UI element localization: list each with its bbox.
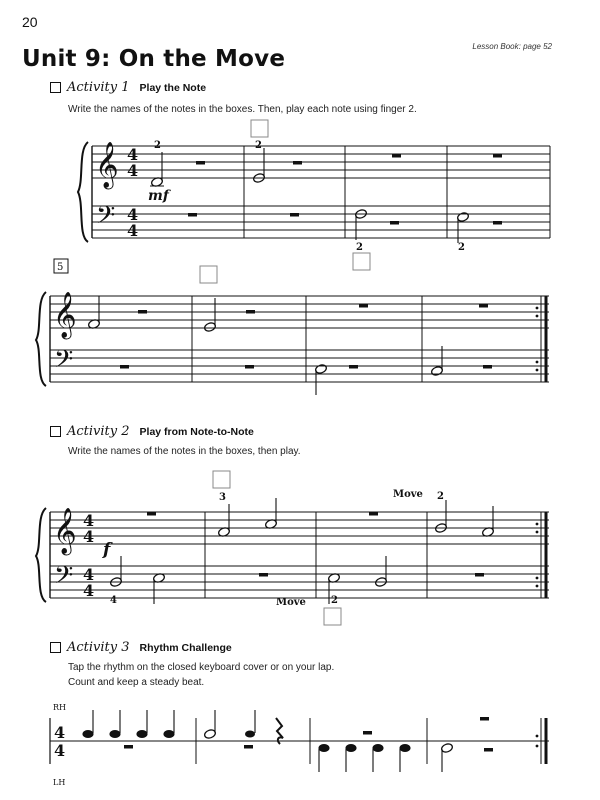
fingering: 2 <box>437 491 444 502</box>
time-sig-top: 4 <box>127 145 139 164</box>
svg-text:4: 4 <box>54 741 66 760</box>
rh-label: RH <box>53 703 66 712</box>
brace-icon <box>36 292 46 386</box>
answer-box <box>213 471 230 488</box>
half-rest <box>196 161 205 165</box>
svg-text:4: 4 <box>83 565 95 584</box>
svg-text:4: 4 <box>83 581 95 600</box>
activity-2-checkbox[interactable] <box>50 426 61 437</box>
answer-box <box>200 266 217 283</box>
activity-2-instruction: Write the names of the notes in the boxes, then play. <box>68 446 301 457</box>
activity-2-header <box>50 424 254 439</box>
answer-box <box>324 608 341 625</box>
activity-3-header <box>50 640 232 655</box>
fingering: 2 <box>356 242 363 253</box>
brace-icon <box>78 142 88 242</box>
svg-text:4: 4 <box>54 723 66 742</box>
activity-3-checkbox[interactable] <box>50 642 61 653</box>
move-label-top: Move <box>393 489 423 500</box>
bass-clef-icon: 𝄢 <box>54 561 74 596</box>
activity-3-instruction-1: Tap the rhythm on the closed keyboard cover or on your lap. <box>68 662 335 673</box>
fingering: 2 <box>458 242 465 253</box>
page-number: 20 <box>22 14 38 30</box>
brace-icon <box>36 508 46 602</box>
lh-label: LH <box>53 778 66 787</box>
activity-1-label: Activity 1 <box>67 80 130 95</box>
activity-1-title: Play the Note <box>139 81 207 94</box>
activity-2-title: Play from Note-to-Note <box>139 425 254 438</box>
activity-3-title: Rhythm Challenge <box>139 641 232 654</box>
bass-clef-icon: 𝄢 <box>54 345 74 380</box>
treble-clef-icon: 𝄞 <box>95 142 119 188</box>
activity-3-instruction-2: Count and keep a steady beat. <box>68 677 205 688</box>
answer-box <box>251 120 268 137</box>
lesson-book-reference: Lesson Book: page 52 <box>472 42 552 51</box>
move-label-bottom: Move <box>276 597 306 608</box>
dynamic-marking: mf <box>148 188 169 204</box>
measure-number: 5 <box>57 262 64 273</box>
activity-3-label: Activity 3 <box>67 640 130 655</box>
svg-text:4: 4 <box>83 527 95 546</box>
fingering: 2 <box>154 140 161 151</box>
fingering: 3 <box>219 492 226 503</box>
svg-text:4: 4 <box>83 511 95 530</box>
activity-2-label: Activity 2 <box>67 424 130 439</box>
fingering: 2 <box>255 140 262 151</box>
whole-rest <box>188 213 197 217</box>
answer-box <box>353 253 370 270</box>
dynamic-marking: f <box>103 540 111 560</box>
fingering: 2 <box>331 595 338 606</box>
bass-clef-icon: 𝄢 <box>96 201 116 236</box>
time-sig-top-bass: 4 <box>127 205 139 224</box>
activity-1-instruction: Write the names of the notes in the boxes. Then, play each note using finger 2. <box>68 104 417 115</box>
fingering: 4 <box>110 595 117 606</box>
time-sig-bottom-bass: 4 <box>127 221 139 240</box>
treble-clef-icon: 𝄞 <box>53 508 77 554</box>
unit-title: Unit 9: On the Move <box>22 46 286 72</box>
time-sig-bottom: 4 <box>127 161 139 180</box>
treble-clef-icon: 𝄞 <box>53 292 77 338</box>
